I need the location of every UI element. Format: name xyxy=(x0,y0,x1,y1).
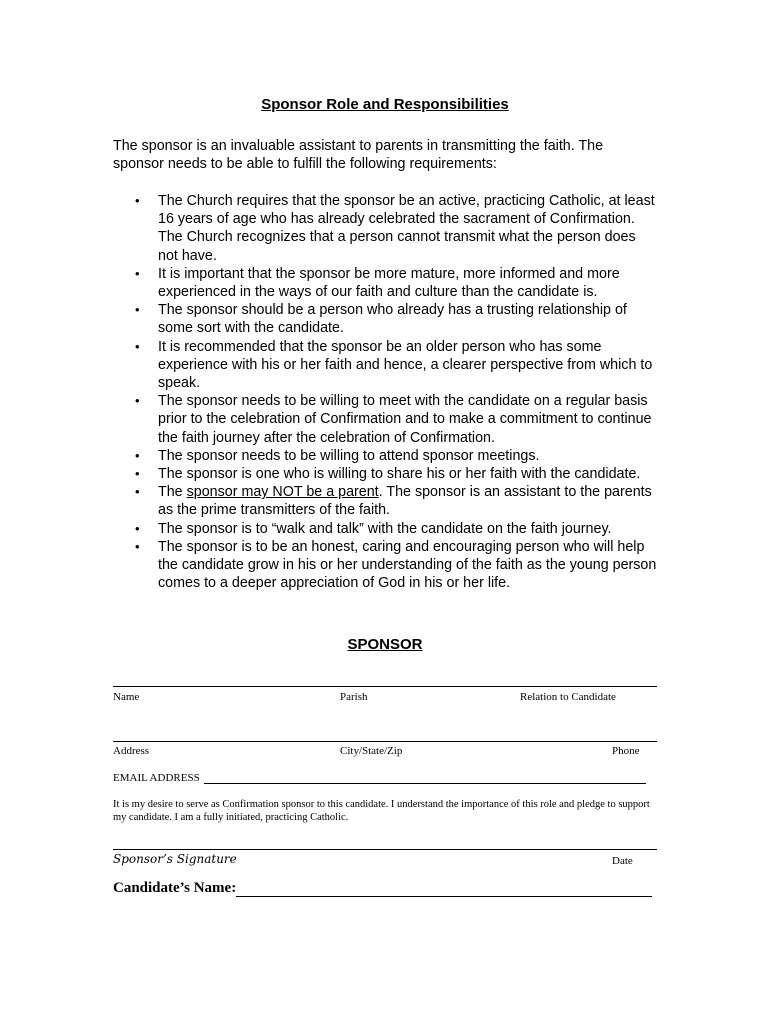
sponsor-section-heading: SPONSOR xyxy=(347,636,423,653)
bullet-icon: • xyxy=(135,302,140,318)
list-item: • The sponsor is to be an honest, caring and encouraging person who will help the candidate grow in his or her understanding of the faith as the young person comes to a deeper appreciation of God in his or her life. xyxy=(135,538,657,592)
parish-label: Parish xyxy=(340,691,368,703)
bullet-icon: • xyxy=(135,447,140,463)
email-label: EMAIL ADDRESS xyxy=(113,772,200,784)
bullet-icon: • xyxy=(135,338,140,354)
sponsor-signature-label: Sponsor’s Signature xyxy=(113,852,237,866)
name-parish-relation-line[interactable] xyxy=(113,686,657,687)
email-line[interactable] xyxy=(204,783,646,784)
candidate-name-label: Candidate’s Name: xyxy=(113,880,237,896)
bullet-icon: • xyxy=(135,538,140,554)
bullet-icon: • xyxy=(135,393,140,409)
page-title: Sponsor Role and Responsibilities xyxy=(261,96,509,113)
bullet-icon: • xyxy=(135,484,140,500)
list-item: • The sponsor needs to be willing to meet with the candidate on a regular basis prior to the celebration of Confirmation and to make a commitment to continue the faith journey after the celebration of Confirmation. xyxy=(135,393,652,446)
list-item: • The sponsor is one who is willing to share his or her faith with the candidate. xyxy=(135,466,641,483)
list-item: • The sponsor is to “walk and talk” with the candidate on the faith journey. xyxy=(135,520,612,537)
list-item: • It is recommended that the sponsor be an older person who has some experience with his or her faith and hence, a clearer perspective from which to speak. xyxy=(135,338,653,392)
not-a-parent-emphasis: sponsor may NOT be a parent xyxy=(186,484,379,501)
city-state-zip-label: City/State/Zip xyxy=(340,745,403,757)
list-item: • The sponsor may NOT be a parent. The sponsor is an assistant to the parents as the prime transmitters of the faith. xyxy=(135,484,652,519)
pledge-statement: It is my desire to serve as Confirmation sponsor to this candidate. I understand the importance of this role and pledge to support my candidate. I am a fully initiated, practicing Catholic. xyxy=(113,799,650,823)
phone-label: Phone xyxy=(612,745,640,757)
bullet-icon: • xyxy=(135,520,140,536)
bullet-icon: • xyxy=(135,466,140,482)
intro-paragraph: The sponsor is an invaluable assistant to parents in transmitting the faith. The sponsor needs to be able to fulfill the following requirements: xyxy=(113,138,604,172)
bullet-icon: • xyxy=(135,193,140,208)
relation-label: Relation to Candidate xyxy=(520,691,616,703)
requirements-list xyxy=(135,192,658,592)
name-label: Name xyxy=(113,691,140,703)
list-item: • The sponsor should be a person who already has a trusting relationship of some sort with the candidate. xyxy=(135,302,627,337)
address-city-phone-line[interactable] xyxy=(113,741,657,742)
candidate-name-line[interactable] xyxy=(236,896,652,897)
address-label: Address xyxy=(113,745,150,757)
bullet-icon: • xyxy=(135,265,140,281)
list-item: • It is important that the sponsor be more mature, more informed and more experienced in the ways of our faith and culture than the candidate is. xyxy=(135,265,620,301)
list-item: • The sponsor needs to be willing to attend sponsor meetings. xyxy=(135,447,540,464)
signature-line[interactable] xyxy=(113,849,657,850)
list-item: • The Church requires that the sponsor be an active, practicing Catholic, at least 16 years of age who has already celebrated the sacrament of Confirmation. The Church recognizes that a person cannot transmit what the person does not have. xyxy=(135,193,655,264)
date-label: Date xyxy=(612,855,633,867)
